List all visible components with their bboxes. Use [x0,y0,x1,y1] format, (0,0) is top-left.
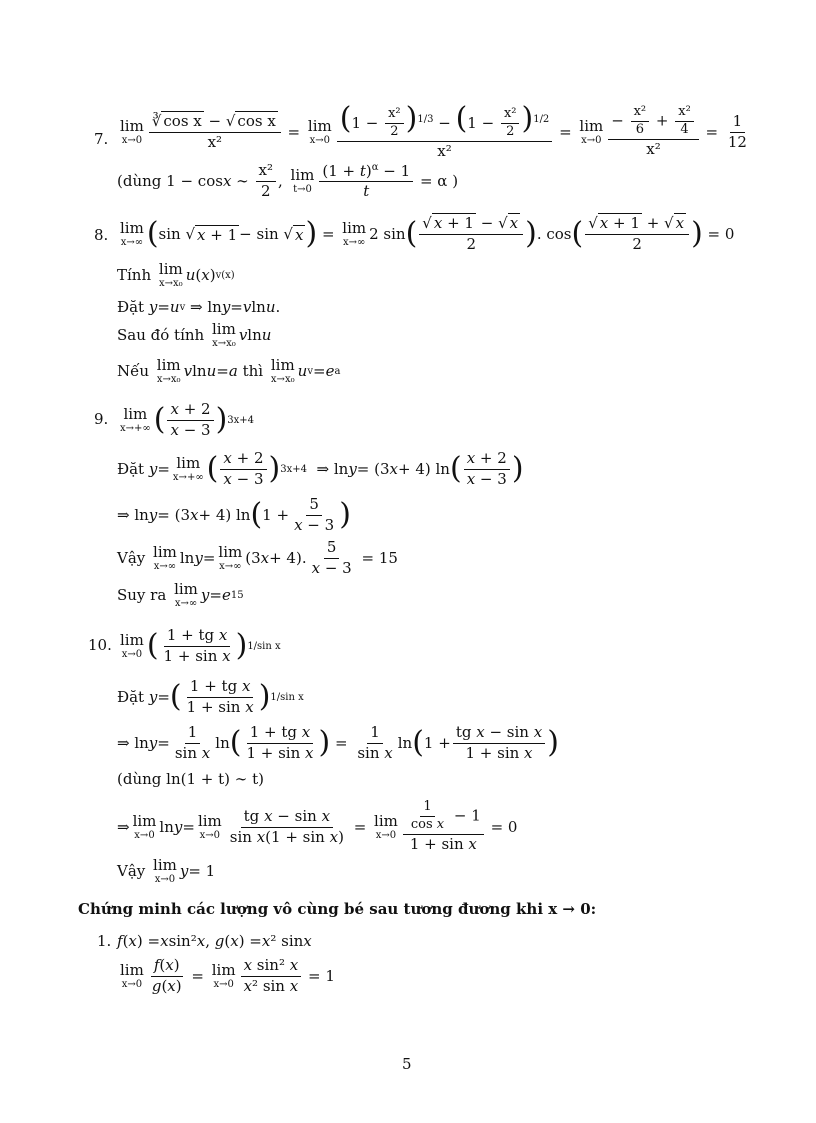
vay-label: Vậy [117,862,146,880]
hint-label: (dùng [117,172,162,190]
item-number-8: 8. [94,226,109,244]
dat-label: Đặt [117,298,145,316]
vay-label: Vậy [117,549,146,567]
dat-line-8: Đặt y = u v ⇒ ln y = v ln u . [117,298,281,316]
functions-line: f ( x ) = x sin² x , g ( x ) = x ² sin x [117,932,312,950]
implication-9: ⇒ ln y = (3 x + 4) ln ( 1 + 5 x − 3 ) [117,495,351,534]
sub-item-number-1: 1. [97,932,112,950]
dat-line-9: Đặt y = lim x→+∞ ( x + 2 x − 3 ) 3x+4 ⇒ ln y = (3 x + 4) ln ( x + 2 x − 3 ) [117,449,524,488]
tinh-label: Tính [117,266,152,284]
vay-line-9: Vậy lim x→∞ ln y = lim x→∞ (3 x + 4). 5 x − 3 = 15 [117,538,398,577]
saudo-label: Sau đó tính [117,326,205,344]
hint-7: (dùng 1 − cos x ∼ x² 2 , lim t→0 $(1 + t)^\alpha - 1$ t = α ) [117,161,459,200]
ratio-line: lim x→0 f(x) g(x) = lim x→0 x sin² x x² sin x = 1 [120,956,335,995]
thi-label: thì [242,362,264,380]
suyra-label: Suy ra [117,586,167,604]
implication-10: ⇒ ln y = 1 sin x ln ( 1 + tg x 1 + sin x ) = 1 sin x ln ( 1 + tg x − sin x 1 + sin x ) [117,723,559,762]
equation-7: lim x→0 $\frac{\text{∛ cos x − √ cos x}}{\text{x²}}$ = lim x→0 (1 − $\frac{\text{x²}}{2}$ )$^{1/3}$ − (1 − $\frac{\text{x²}}{2}$ )$^{1/2}$ x² = lim x→0 − $\frac{\text{x²}}{6}$ + $\frac{\text{x²}}{4}$ x² = $\frac{1}{12}$ [120,100,747,161]
neu-line: Nếu lim x→x₀ v ln u = a thì lim x→x₀ u v = e a [117,355,341,385]
equation-9: lim x→+∞ ( x + 2 x − 3 ) 3x+4 [120,400,255,439]
lim-line-10: ⇒ lim x→0 ln y = lim x→0 tg x − sin x sin x(1 + sin x) = lim x→0 $\frac{1}{\text{cos x}}$ − 1 1 + sin x = 0 [117,799,518,854]
section-heading: Chứng minh các lượng vô cùng bé sau tương đương khi x → 0: [78,900,597,918]
vay-line-10: Vậy lim x→0 y = 1 [117,855,216,885]
hint-10: (dùng ln(1 + t) ∼ t) [117,770,264,788]
dat-label: Đặt [117,460,145,478]
tinh-line: Tính lim x→x₀ u ( x ) v(x) [117,259,235,289]
item-number-9: 9. [94,410,109,428]
dat-label: Đặt [117,688,145,706]
item-number-10: 10. [88,636,112,654]
item-number-7: 7. [94,130,109,148]
equation-8: lim x→∞ ( sin √ x + 1 − sin √ x ) = lim x→∞ 2 sin ( √ x + 1 − √ x 2 ) . cos ( √ x + 1 + √ x 2 ) = 0 [120,214,735,253]
saudo-line: Sau đó tính lim x→x₀ v ln u [117,319,272,349]
dat-line-10: Đặt y = ( 1 + tg x 1 + sin x ) 1/sin x [117,677,304,716]
neu-label: Nếu [117,362,150,380]
suyra-line: Suy ra lim x→∞ y = e 15 [117,579,244,609]
page-number: 5 [402,1055,412,1073]
equation-10: lim x→0 ( 1 + tg x 1 + sin x ) 1/sin x [120,626,281,665]
